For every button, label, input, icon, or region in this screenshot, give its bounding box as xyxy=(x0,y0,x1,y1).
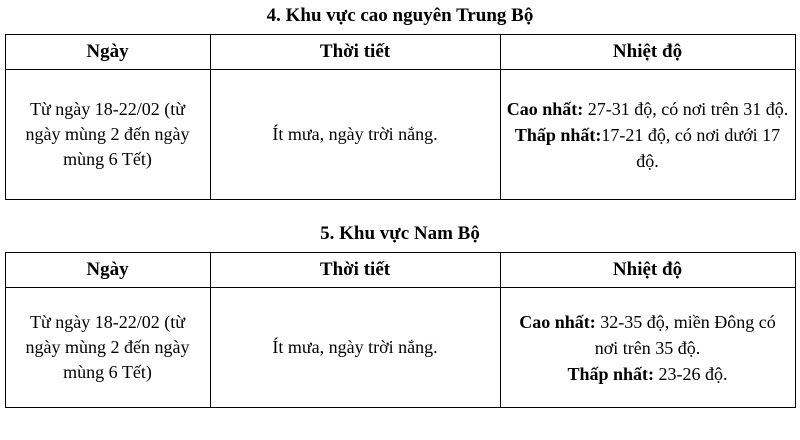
column-header-day: Ngày xyxy=(5,35,210,70)
temperature-min-label: Thấp nhất: xyxy=(514,124,602,145)
cell-temperature xyxy=(500,288,795,408)
temperature-max-label: Cao nhất: xyxy=(506,98,584,119)
table-header-row xyxy=(5,253,795,288)
section-title: 4. Khu vực cao nguyên Trung Bộ xyxy=(266,5,534,26)
temperature-min-line xyxy=(507,122,789,174)
temperature-min-value: 17-21 độ, có nơi dưới 17 độ. xyxy=(601,124,781,171)
temperature-max-line xyxy=(507,96,789,122)
temperature-max-value: 32-35 độ, miền Đông có nơi trên 35 độ. xyxy=(594,311,776,358)
section-nam-bo xyxy=(0,218,800,408)
cell-weather: Ít mưa, ngày trời nắng. xyxy=(210,70,500,200)
cell-day: Từ ngày 18-22/02 (từ ngày mùng 2 đến ngày mùng 6 Tết) xyxy=(5,288,210,408)
table-row xyxy=(5,70,795,200)
cell-day: Từ ngày 18-22/02 (từ ngày mùng 2 đến ngày mùng 6 Tết) xyxy=(5,70,210,200)
weather-table xyxy=(5,252,796,408)
column-header-temperature: Nhiệt độ xyxy=(500,35,795,70)
column-header-day: Ngày xyxy=(5,253,210,288)
temperature-max-label: Cao nhất: xyxy=(519,311,596,332)
section-spacer xyxy=(0,200,800,218)
table-row xyxy=(5,288,795,408)
temperature-max-line xyxy=(507,309,789,361)
column-header-weather: Thời tiết xyxy=(210,253,500,288)
cell-temperature xyxy=(500,70,795,200)
section-cao-nguyen-trung-bo xyxy=(0,0,800,200)
cell-weather: Ít mưa, ngày trời nắng. xyxy=(210,288,500,408)
temperature-max-value: 27-31 độ, có nơi trên 31 độ. xyxy=(583,98,789,119)
temperature-min-label: Thấp nhất: xyxy=(567,363,655,384)
temperature-min-line xyxy=(507,361,789,387)
table-header-row xyxy=(5,35,795,70)
section-title: 5. Khu vực Nam Bộ xyxy=(320,223,480,244)
weather-table xyxy=(5,34,796,200)
temperature-min-value: 23-26 độ. xyxy=(654,363,728,384)
column-header-temperature: Nhiệt độ xyxy=(500,253,795,288)
column-header-weather: Thời tiết xyxy=(210,35,500,70)
